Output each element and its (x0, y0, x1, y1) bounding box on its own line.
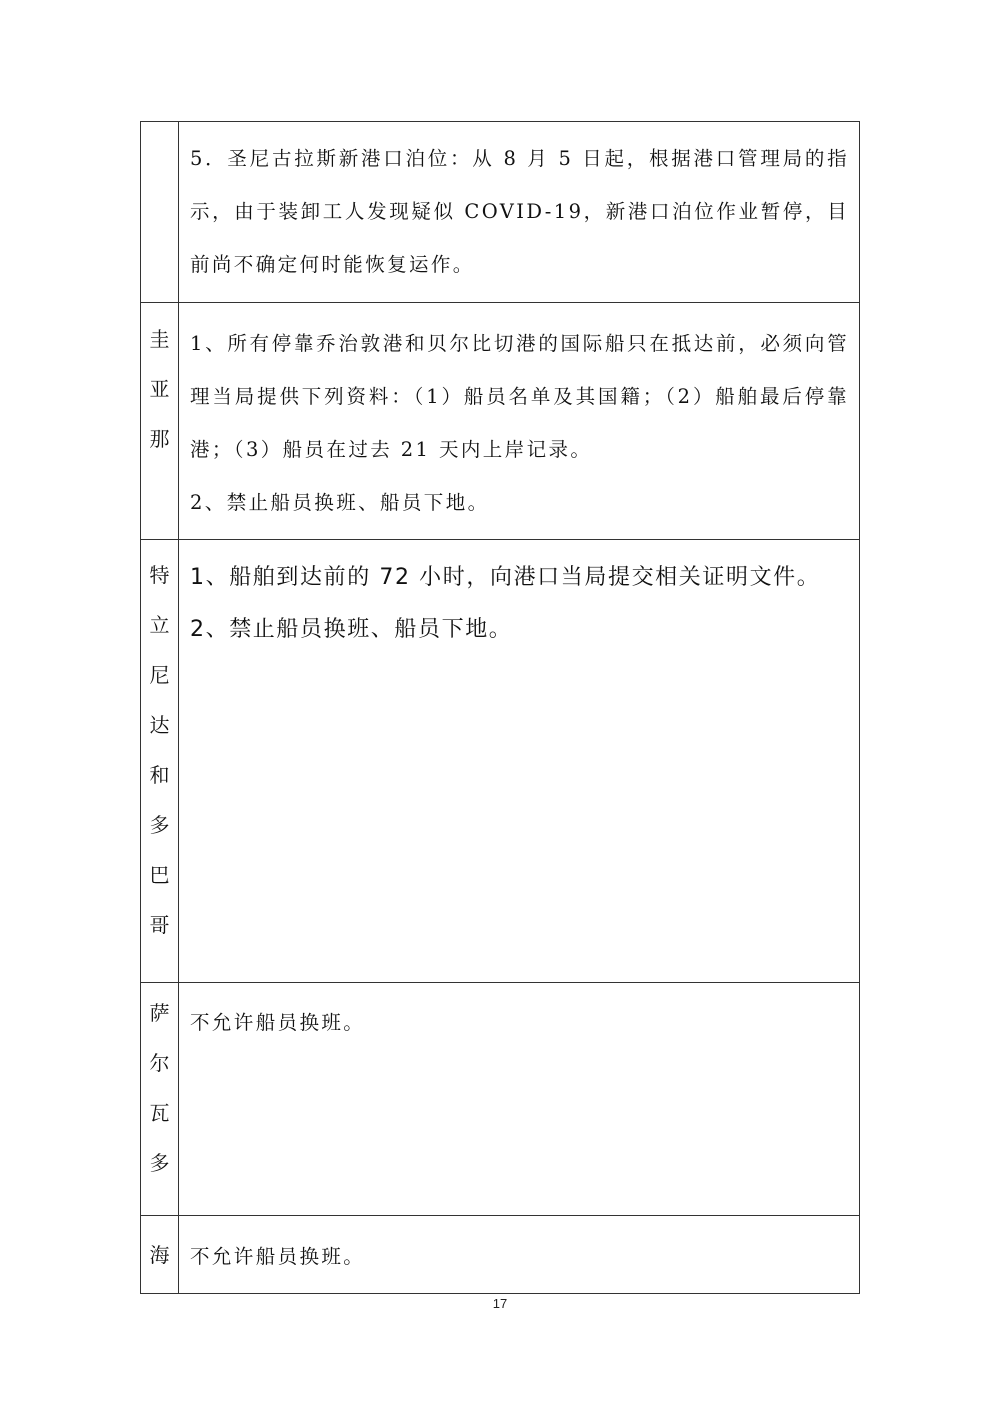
content-cell (179, 540, 860, 983)
country-char: 瓦 (149, 1101, 170, 1125)
country-char: 哥 (149, 913, 170, 937)
country-name (141, 540, 178, 950)
country-char: 多 (149, 813, 170, 837)
country-char: 多 (149, 1151, 170, 1175)
regulation-paragraph: 2、禁止船员换班、船员下地。 (190, 491, 490, 514)
regulations-table (140, 121, 860, 1294)
country-name (141, 983, 178, 1188)
country-char: 海 (149, 1243, 170, 1267)
country-cell (141, 1216, 179, 1294)
country-char: 那 (149, 427, 170, 451)
table-row (141, 303, 860, 540)
country-char: 尔 (149, 1051, 170, 1075)
country-char: 巴 (149, 863, 170, 887)
country-char: 尼 (149, 663, 170, 687)
country-char: 特 (149, 563, 170, 587)
country-cell (141, 303, 179, 540)
regulation-paragraph: 5．圣尼古拉斯新港口泊位：从 8 月 5 日起，根据港口管理局的指示，由于装卸工人发现疑似 COVID-19，新港口泊位作业暂停，目前尚不确定何时能恢复运作。 (190, 147, 849, 276)
country-char: 亚 (149, 377, 170, 401)
country-char: 和 (149, 763, 170, 787)
country-cell (141, 122, 179, 303)
regulation-paragraph: 1、船舶到达前的 72 小时，向港口当局提交相关证明文件。 (190, 565, 821, 590)
country-char: 圭 (149, 327, 170, 351)
country-char: 达 (149, 713, 170, 737)
content-cell (179, 303, 860, 540)
regulation-paragraph: 不允许船员换班。 (190, 1011, 366, 1034)
regulation-paragraph: 1、所有停靠乔治敦港和贝尔比切港的国际船只在抵达前，必须向管理当局提供下列资料：（1）船员名单及其国籍；（2）船舶最后停靠港；（3）船员在过去 21 天内上岸记录。 (190, 332, 849, 461)
regulation-paragraph: 不允许船员换班。 (190, 1245, 366, 1268)
content-cell (179, 1216, 860, 1294)
country-name (141, 303, 178, 464)
country-cell (141, 540, 179, 983)
page-number: 17 (492, 1296, 508, 1311)
table-row (141, 1216, 860, 1294)
country-char: 萨 (149, 1001, 170, 1025)
country-cell (141, 983, 179, 1216)
table-row (141, 983, 860, 1216)
table-row (141, 540, 860, 983)
content-cell (179, 122, 860, 303)
country-name (141, 1216, 178, 1280)
table-row (141, 122, 860, 303)
content-cell (179, 983, 860, 1216)
regulation-paragraph: 2、禁止船员换班、船员下地。 (190, 617, 513, 642)
country-char: 立 (149, 613, 170, 637)
